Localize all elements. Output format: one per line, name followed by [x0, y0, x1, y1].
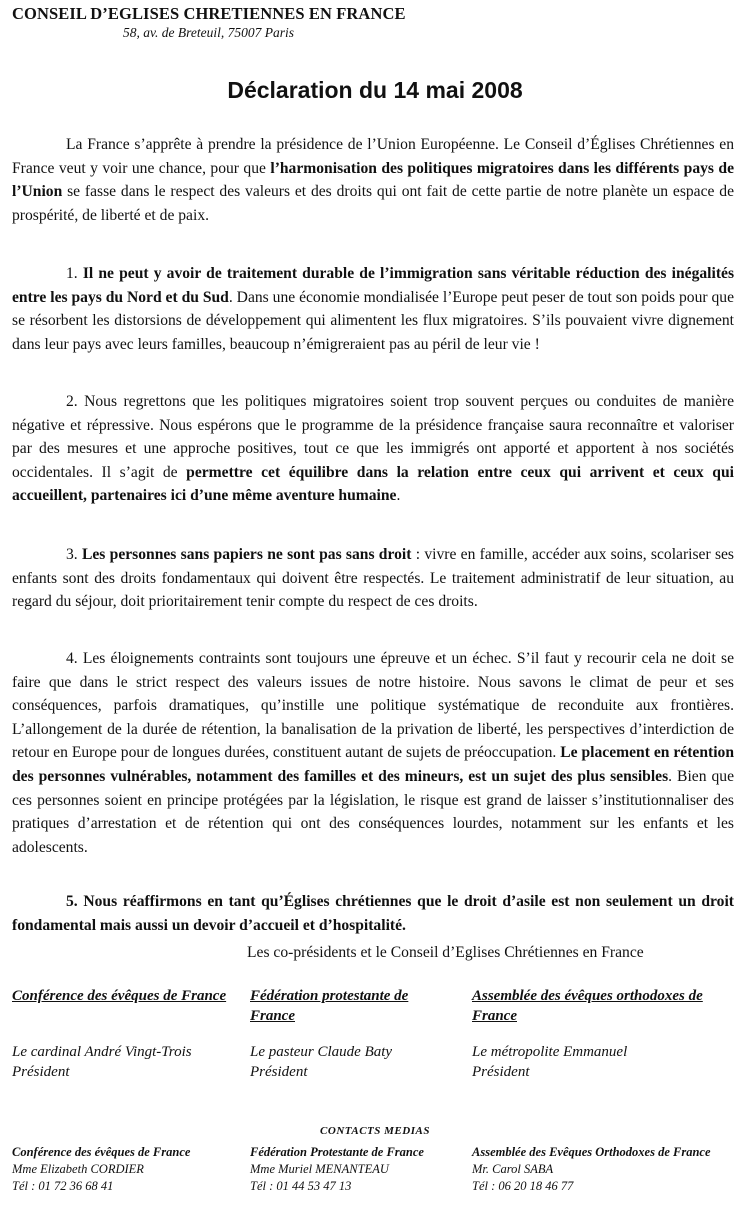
signature-line: Les co-présidents et le Conseil d’Eglises Chrétiennes en France	[247, 944, 644, 961]
contact-phone: Tél : 01 72 36 68 41	[12, 1179, 114, 1193]
contact-name: Mme Elizabeth CORDIER	[12, 1162, 144, 1176]
signatory-org: Conférence des évêques de France	[12, 988, 227, 1004]
paragraph-1: 1. Il ne peut y avoir de traitement durable de l’immigration sans véritable réduction des inégalités entre les pays du Nord et du Sud. Dans une économie mondialisée l’Europe peut peser de tout son poids pour que se résorbent les distorsions de développement qui alimentent les flux migratoires. S’ils pouvaient vivre dignement dans leur pays avec leurs familles, beaucoup n’émigreraient pas au péril de leur vie !	[12, 265, 735, 353]
signatory-name: Le métropolite Emmanuel	[472, 1044, 628, 1060]
signatory-org: Fédération protestante de France	[250, 988, 409, 1024]
document-title: Déclaration du 14 mai 2008	[227, 77, 523, 103]
council-address: 58, av. de Breteuil, 75007 Paris	[123, 25, 294, 40]
media-contact	[472, 1144, 740, 1195]
signatory-name: Le pasteur Claude Baty	[250, 1044, 393, 1060]
paragraph-3: 3. Les personnes sans papiers ne sont pas sans droit : vivre en famille, accéder aux soins, scolariser ses enfants sont des droits fondamentaux qui doivent être respectés. Le traitement administratif de leur situation, au regard du séjour, doit prioritairement tenir compte du respect de ces droits.	[12, 546, 734, 611]
signatory-org: Assemblée des évêques orthodoxes de France	[472, 988, 703, 1024]
paragraph-4: 4. Les éloignements contraints sont toujours une épreuve et un échec. S’il faut y recourir cela ne doit se faire que dans le strict respect des valeurs issues de notre histoire. Nous savons le climat de peur et ses conséquences, parfois dramatiques, qu’instille une politique systématique de reconduite aux frontières. L’allongement de la durée de rétention, la banalisation de la privation de liberté, les perspectives d’interdiction de retour en Europe pour de longues durées, constituent autant de sujets de préoccupation. Le placement en rétention des personnes vulnérables, notamment des familles et des mineurs, est un sujet des plus sensibles. Bien que ces personnes soient en principe protégées par la législation, le risque est grand de laisser s’institutionnaliser des pratiques d’arrestation et de rétention qui ont des conséquences lourdes, notamment sur les enfants et les adolescents.	[12, 650, 734, 856]
contact-org: Assemblée des Evêques Orthodoxes de France	[472, 1145, 711, 1159]
signatory	[12, 1042, 227, 1082]
signatory-role: Président	[472, 1064, 530, 1080]
contact-phone: Tél : 06 20 18 46 77	[472, 1179, 574, 1193]
contact-phone: Tél : 01 44 53 47 13	[250, 1179, 352, 1193]
paragraph-5: 5. Nous réaffirmons en tant qu’Églises chrétiennes que le droit d’asile est non seulement un droit fondamental mais aussi un devoir d’accueil et d’hospitalité.	[12, 893, 735, 934]
contact-org: Fédération Protestante de France	[250, 1145, 424, 1159]
signatory	[250, 1042, 450, 1082]
paragraph-2: 2. Nous regrettons que les politiques migratoires soient trop souvent perçues ou conduites de manière négative et répressive. Nous espérons que le programme de la présidence française saura reconnaître et valoriser par des mesures et une approche positives, tout ce que les immigrés ont apporté et apportent à nos sociétés occidentales. Il s’agit de permettre cet équilibre dans la relation entre ceux qui arrivent et ceux qui accueillent, partenaires ici d’une même aventure humaine.	[12, 393, 734, 505]
signatory-name: Le cardinal André Vingt-Trois	[12, 1044, 192, 1060]
council-name: CONSEIL D’EGLISES CHRETIENNES EN FRANCE	[12, 4, 406, 23]
contacts-heading: CONTACTS MEDIAS	[320, 1125, 430, 1137]
paragraph-intro: La France s’apprête à prendre la présidence de l’Union Européenne. Le Conseil d’Églises Chrétiennes en France veut y voir une chance, pour que l’harmonisation des politiques migratoires dans les différents pays de l’Union se fasse dans le respect des valeurs et des droits qui ont fait de cette partie de notre planète un espace de prospérité, de liberté et de paix.	[12, 136, 735, 224]
contact-name: Mme Muriel MENANTEAU	[250, 1162, 389, 1176]
media-contact	[250, 1144, 450, 1195]
contact-name: Mr. Carol SABA	[472, 1162, 554, 1176]
signatory	[472, 1042, 740, 1082]
signatory-role: Président	[12, 1064, 70, 1080]
signatory-role: Président	[250, 1064, 308, 1080]
media-contact	[12, 1144, 227, 1195]
contact-org: Conférence des évêques de France	[12, 1145, 191, 1159]
